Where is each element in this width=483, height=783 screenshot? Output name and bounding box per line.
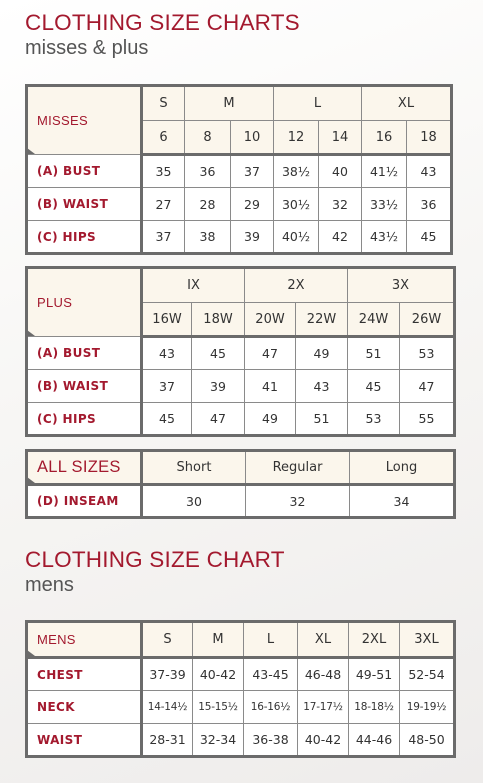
plus-label: PLUS xyxy=(27,268,142,337)
cell: 49 xyxy=(296,337,348,370)
plus-size-table xyxy=(25,266,456,437)
cell: 19-19½ xyxy=(400,691,455,724)
table-row xyxy=(27,724,455,757)
cell: 36 xyxy=(185,155,231,188)
table-row xyxy=(27,658,455,691)
row-label-hips: (C) HIPS xyxy=(27,403,142,436)
cell: 51 xyxy=(348,337,400,370)
size-header-1x: IX xyxy=(142,268,245,303)
cell: 35 xyxy=(142,155,185,188)
cell: 45 xyxy=(142,403,192,436)
table-row xyxy=(27,221,452,254)
women-heading xyxy=(25,10,300,60)
size-number: 22W xyxy=(296,303,348,337)
size-number: 18W xyxy=(192,303,245,337)
cell: 39 xyxy=(192,370,245,403)
cell: 33½ xyxy=(362,188,407,221)
size-header: M xyxy=(193,622,244,658)
cell: 43½ xyxy=(362,221,407,254)
cell: 36-38 xyxy=(244,724,298,757)
cell: 30 xyxy=(142,485,246,518)
mens-label: MENS xyxy=(27,622,142,658)
size-header-s: S xyxy=(142,86,185,121)
cell: 38½ xyxy=(274,155,319,188)
cell: 40-42 xyxy=(298,724,349,757)
table-row xyxy=(27,370,455,403)
cell: 47 xyxy=(192,403,245,436)
size-number: 14 xyxy=(319,121,362,155)
all-sizes-label: ALL SIZES xyxy=(27,451,142,485)
row-label-neck: NECK xyxy=(27,691,142,724)
size-header-2x: 2X xyxy=(245,268,348,303)
length-header-regular: Regular xyxy=(246,451,350,485)
misses-size-table xyxy=(25,84,453,255)
cell: 46-48 xyxy=(298,658,349,691)
cell: 52-54 xyxy=(400,658,455,691)
cell: 28-31 xyxy=(142,724,193,757)
page-subtitle: misses & plus xyxy=(25,37,149,59)
cell: 45 xyxy=(348,370,400,403)
mens-size-table xyxy=(25,620,456,758)
size-header: L xyxy=(244,622,298,658)
table-row xyxy=(27,485,455,518)
cell: 40-42 xyxy=(193,658,244,691)
cell: 32-34 xyxy=(193,724,244,757)
cell: 55 xyxy=(400,403,455,436)
cell: 40 xyxy=(319,155,362,188)
size-number: 8 xyxy=(185,121,231,155)
cell: 36 xyxy=(407,188,452,221)
cell: 37 xyxy=(142,221,185,254)
size-header-xl: XL xyxy=(362,86,452,121)
table-row xyxy=(27,691,455,724)
cell: 43 xyxy=(296,370,348,403)
row-label-chest: CHEST xyxy=(27,658,142,691)
cell: 49 xyxy=(245,403,296,436)
size-header: S xyxy=(142,622,193,658)
table-row xyxy=(27,403,455,436)
misses-label: MISSES xyxy=(27,86,142,155)
cell: 51 xyxy=(296,403,348,436)
cell: 37 xyxy=(142,370,192,403)
size-number: 16 xyxy=(362,121,407,155)
mens-subtitle: mens xyxy=(25,574,74,596)
table-row xyxy=(27,337,455,370)
cell: 15-15½ xyxy=(193,691,244,724)
size-header-m: M xyxy=(185,86,274,121)
cell: 18-18½ xyxy=(349,691,400,724)
row-label-bust: (A) BUST xyxy=(27,337,142,370)
mens-title: CLOTHING SIZE CHART xyxy=(25,547,285,572)
size-number: 20W xyxy=(245,303,296,337)
size-number: 10 xyxy=(231,121,274,155)
size-number: 18 xyxy=(407,121,452,155)
size-number: 16W xyxy=(142,303,192,337)
size-header: XL xyxy=(298,622,349,658)
size-header-3x: 3X xyxy=(348,268,455,303)
size-header: 3XL xyxy=(400,622,455,658)
length-header-short: Short xyxy=(142,451,246,485)
cell: 44-46 xyxy=(349,724,400,757)
cell: 41½ xyxy=(362,155,407,188)
cell: 43-45 xyxy=(244,658,298,691)
size-number: 24W xyxy=(348,303,400,337)
cell: 43 xyxy=(407,155,452,188)
cell: 42 xyxy=(319,221,362,254)
cell: 14-14½ xyxy=(142,691,193,724)
row-label-waist: (B) WAIST xyxy=(27,370,142,403)
cell: 40½ xyxy=(274,221,319,254)
cell: 45 xyxy=(192,337,245,370)
cell: 32 xyxy=(319,188,362,221)
cell: 30½ xyxy=(274,188,319,221)
row-label-bust: (A) BUST xyxy=(27,155,142,188)
cell: 27 xyxy=(142,188,185,221)
row-label-waist: (B) WAIST xyxy=(27,188,142,221)
cell: 43 xyxy=(142,337,192,370)
cell: 53 xyxy=(348,403,400,436)
row-label-waist: WAIST xyxy=(27,724,142,757)
size-header-l: L xyxy=(274,86,362,121)
row-label-hips: (C) HIPS xyxy=(27,221,142,254)
cell: 53 xyxy=(400,337,455,370)
cell: 37-39 xyxy=(142,658,193,691)
cell: 29 xyxy=(231,188,274,221)
mens-heading xyxy=(25,547,285,597)
size-header: 2XL xyxy=(349,622,400,658)
cell: 47 xyxy=(245,337,296,370)
cell: 38 xyxy=(185,221,231,254)
cell: 37 xyxy=(231,155,274,188)
size-number: 6 xyxy=(142,121,185,155)
cell: 41 xyxy=(245,370,296,403)
cell: 17-17½ xyxy=(298,691,349,724)
cell: 39 xyxy=(231,221,274,254)
size-number: 12 xyxy=(274,121,319,155)
cell: 16-16½ xyxy=(244,691,298,724)
length-header-long: Long xyxy=(350,451,455,485)
cell: 34 xyxy=(350,485,455,518)
size-number: 26W xyxy=(400,303,455,337)
cell: 45 xyxy=(407,221,452,254)
inseam-table xyxy=(25,449,456,519)
page-title: CLOTHING SIZE CHARTS xyxy=(25,10,300,35)
cell: 48-50 xyxy=(400,724,455,757)
table-row xyxy=(27,188,452,221)
cell: 32 xyxy=(246,485,350,518)
table-row xyxy=(27,155,452,188)
cell: 28 xyxy=(185,188,231,221)
cell: 49-51 xyxy=(349,658,400,691)
row-label-inseam: (D) INSEAM xyxy=(27,485,142,518)
cell: 47 xyxy=(400,370,455,403)
